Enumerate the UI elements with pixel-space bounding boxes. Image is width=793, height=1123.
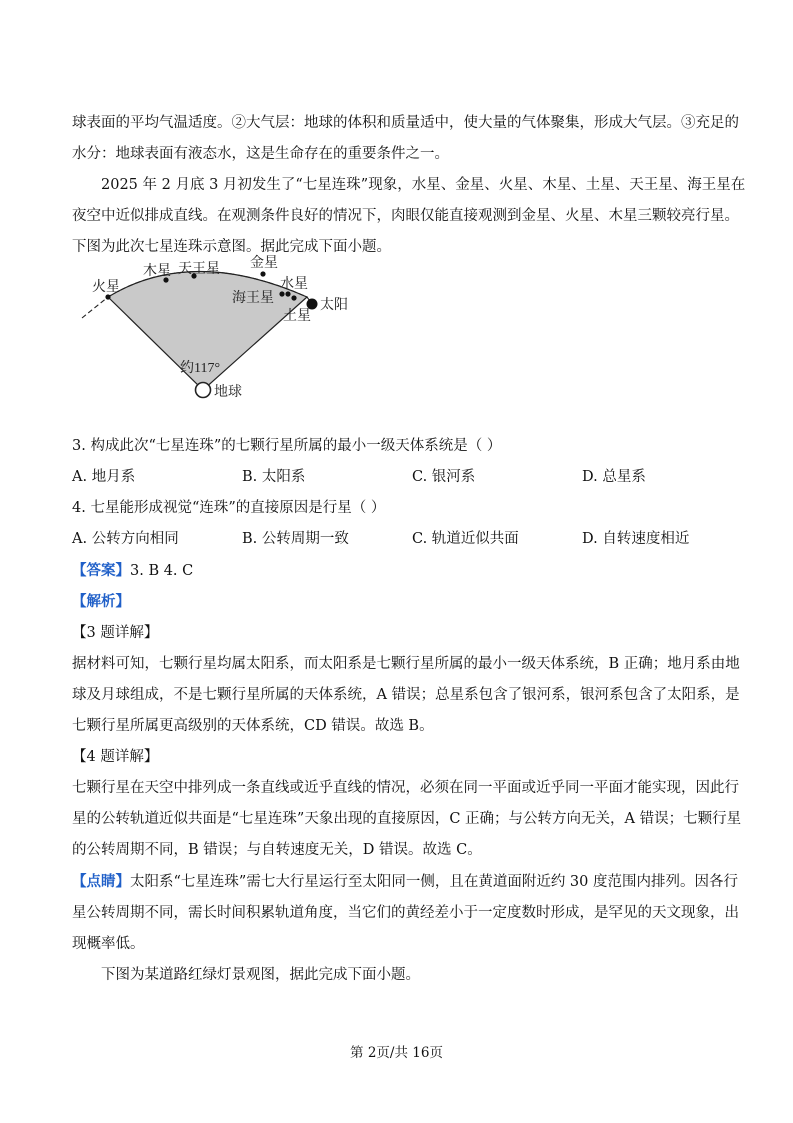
detail-3-line-3: 七颗行星所属更高级别的天体系统，CD 错误。故选 B。 [72, 718, 434, 734]
detail-4-line-1: 七颗行星在天空中排列成一条直线或近乎直线的情况，必须在同一平面或近乎同一平面才能实现，因此行 [72, 780, 739, 796]
detail-4-line-2: 星的公转轨道近似共面是“七星连珠”天象出现的直接原因，C 正确；与公转方向无关，A 错误；七颗行星 [72, 811, 742, 827]
tip-label: 【点睛】 [72, 873, 130, 890]
neptune-label: 海王星 [232, 291, 274, 306]
answer-label: 【答案】 [72, 562, 130, 579]
tip-line-1 [72, 872, 738, 892]
passage-line-3: 下图为此次七星连珠示意图。据此完成下面小题。 [72, 239, 391, 255]
detail-4-title: 【4 题详解】 [72, 749, 159, 765]
detail-3-line-2: 球及月球组成，不是七颗行星所属的天体系统，A 错误；总星系包含了银河系，银河系包含了太阳系，是 [72, 687, 740, 703]
analysis-label: 【解析】 [72, 593, 130, 610]
saturn-label: 土星 [283, 309, 311, 324]
question-3-option-d[interactable]: D. 总星系 [582, 469, 646, 485]
page-footer: 第 2页/共 16页 [350, 1045, 443, 1061]
mercury-dot [285, 291, 290, 296]
question-4-option-a[interactable]: A. 公转方向相同 [72, 531, 179, 547]
tip-line-2: 星公转周期不同，需长时间积累轨道角度，当它们的黄经差小于一定度数时形成，是罕见的天文现象，出 [72, 905, 739, 921]
question-4-option-c[interactable]: C. 轨道近似共面 [412, 531, 519, 547]
passage-line-1: 2025 年 2 月底 3 月初发生了“七星连珠”现象，水星、金星、火星、木星、土星、天王星、海王星在 [101, 177, 746, 193]
question-3-option-b[interactable]: B. 太阳系 [242, 469, 306, 485]
question-3-option-a[interactable]: A. 地月系 [72, 469, 136, 485]
uranus-label: 天王星 [178, 262, 220, 277]
question-3-option-c[interactable]: C. 银河系 [412, 469, 476, 485]
tip-text-1: 太阳系“七星连珠”需七大行星运行至太阳同一侧，且在黄道面附近约 30 度范围内排列。因各行 [130, 874, 738, 890]
seven-planets-alignment-diagram [72, 250, 372, 405]
mercury-label: 水星 [280, 277, 308, 292]
jupiter-label: 木星 [143, 264, 171, 279]
question-4-stem: 4. 七星能形成视觉“连珠”的直接原因是行星（ ） [72, 500, 386, 516]
passage-line-2: 夜空中近似排成直线。在观测条件良好的情况下，肉眼仅能直接观测到金星、火星、木星三颗较亮行星。 [72, 208, 739, 224]
venus-dot [260, 271, 265, 276]
next-question-intro: 下图为某道路红绿灯景观图，据此完成下面小题。 [101, 967, 420, 983]
earth-label: 地球 [214, 385, 242, 400]
question-4-option-b[interactable]: B. 公转周期一致 [242, 531, 349, 547]
venus-label: 金星 [250, 256, 278, 271]
detail-3-line-1: 据材料可知，七颗行星均属太阳系，而太阳系是七颗行星所属的最小一级天体系统，B 正确；地月系由地 [72, 656, 740, 672]
detail-4-line-3: 的公转周期不同，B 错误；与自转速度无关，D 错误。故选 C。 [72, 842, 482, 858]
question-4-option-d[interactable]: D. 自转速度相近 [582, 531, 690, 547]
answer-line [72, 561, 193, 581]
sun-dot [307, 299, 318, 310]
question-3-stem: 3. 构成此次“七星连珠”的七颗行星所属的最小一级天体系统是（ ） [72, 438, 502, 454]
sun-label: 太阳 [320, 298, 348, 313]
earth-circle [196, 383, 211, 398]
detail-3-title: 【3 题详解】 [72, 625, 159, 641]
tip-line-3: 现概率低。 [72, 936, 145, 952]
angle-label: 约117° [180, 361, 221, 376]
answer-text: 3. B 4. C [130, 563, 194, 579]
intro-line-2: 水分：地球表面有液态水，这是生命存在的重要条件之一。 [72, 146, 449, 162]
intro-line-1: 球表面的平均气温适度。②大气层：地球的体积和质量适中，使大量的气体聚集，形成大气层。③充足的 [72, 115, 739, 131]
mars-dot [105, 294, 110, 299]
mars-label: 火星 [92, 280, 120, 295]
neptune-dot [279, 291, 284, 296]
saturn-dot [291, 295, 296, 300]
